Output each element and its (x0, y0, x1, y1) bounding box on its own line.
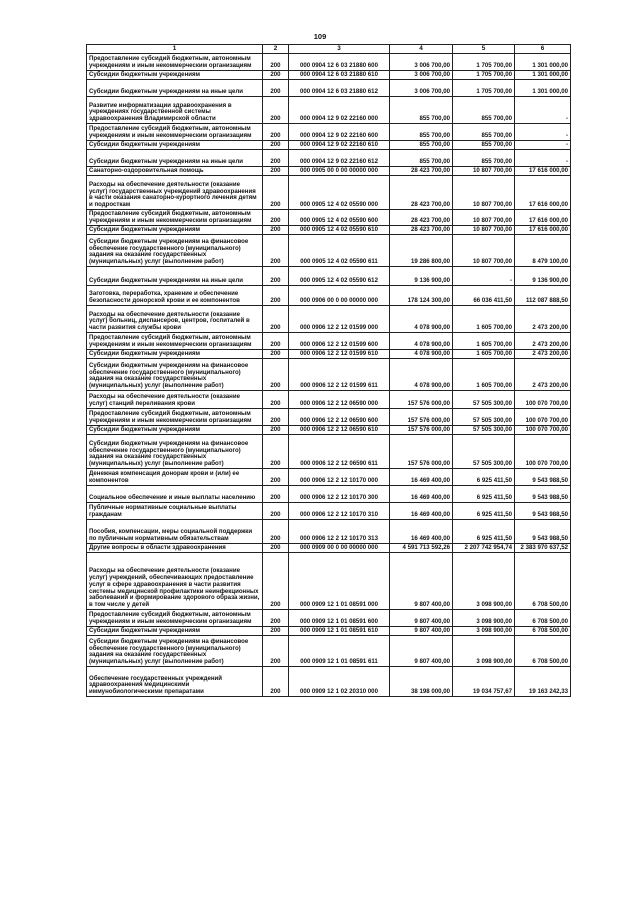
row-code: 200 (263, 426, 289, 435)
row-code: 200 (263, 210, 289, 226)
row-name: Расходы на обеспечение деятельности (оказание услуг) учреждений, обеспечивающих предоставление услуг в сфере здравоохранения в части развития системы медицинской профилактики неинфекционных заболеваний и формирование здорового образа жизни, в том числе у детей (87, 553, 263, 610)
row-value-executed: 10 807 700,00 (453, 210, 515, 226)
table-row (87, 409, 571, 426)
row-value-remaining: 8 479 100,00 (515, 235, 571, 267)
row-value-remaining: 2 473 200,00 (515, 333, 571, 350)
row-name: Предоставление субсидий бюджетным, автономным учреждениям и иным некоммерческим организациям (87, 333, 263, 350)
row-value-remaining: 6 708 500,00 (515, 553, 571, 610)
table-row (87, 267, 571, 286)
row-code: 200 (263, 627, 289, 636)
row-value-approved: 3 006 700,00 (390, 71, 453, 80)
row-value-approved: 28 423 700,00 (390, 210, 453, 226)
row-value-remaining: 9 543 988,50 (515, 486, 571, 503)
table-body (87, 54, 571, 697)
row-kbk: 000 0905 12 4 02 05590 600 (289, 210, 390, 226)
row-value-remaining: 100 070 700,00 (515, 435, 571, 469)
table-row (87, 667, 571, 697)
table-row (87, 124, 571, 141)
table-row (87, 636, 571, 667)
row-code: 200 (263, 97, 289, 124)
row-name: Субсидии бюджетным учреждениям на финансовое обеспечение государственного (муниципального) задания на оказание государственных (муниципальных) услуг (выполнение работ) (87, 435, 263, 469)
row-value-approved: 3 006 700,00 (390, 80, 453, 97)
row-value-remaining: 17 616 000,00 (515, 167, 571, 176)
row-kbk: 000 0909 12 1 01 08591 000 (289, 553, 390, 610)
row-name: Санаторно-оздоровительная помощь (87, 167, 263, 176)
row-value-executed: 57 505 300,00 (453, 426, 515, 435)
row-value-approved: 16 469 400,00 (390, 486, 453, 503)
row-value-executed: 2 207 742 954,74 (453, 544, 515, 553)
row-value-executed: 57 505 300,00 (453, 435, 515, 469)
row-code: 200 (263, 306, 289, 333)
row-kbk: 000 0906 12 2 12 01599 610 (289, 350, 390, 359)
row-value-remaining: 9 543 988,50 (515, 469, 571, 486)
row-value-remaining: 100 070 700,00 (515, 426, 571, 435)
row-value-remaining: 6 708 500,00 (515, 610, 571, 627)
row-value-remaining: 9 543 988,50 (515, 520, 571, 544)
row-value-approved: 855 700,00 (390, 97, 453, 124)
row-kbk: 000 0909 12 1 01 08591 611 (289, 636, 390, 667)
row-value-approved: 16 469 400,00 (390, 503, 453, 520)
row-name: Субсидии бюджетным учреждениям на иные цели (87, 150, 263, 167)
table-row (87, 210, 571, 226)
row-value-remaining: 1 301 000,00 (515, 80, 571, 97)
row-value-executed: 57 505 300,00 (453, 391, 515, 409)
row-kbk: 000 0906 12 2 12 10170 313 (289, 520, 390, 544)
row-kbk: 000 0906 12 2 12 06590 000 (289, 391, 390, 409)
row-value-approved: 28 423 700,00 (390, 226, 453, 235)
row-value-remaining: 6 708 500,00 (515, 636, 571, 667)
row-code: 200 (263, 226, 289, 235)
row-code: 200 (263, 469, 289, 486)
row-value-executed: 1 605 700,00 (453, 350, 515, 359)
row-code: 200 (263, 409, 289, 426)
row-value-approved: 3 006 700,00 (390, 54, 453, 71)
table-row (87, 469, 571, 486)
row-code: 200 (263, 553, 289, 610)
row-name: Предоставление субсидий бюджетным, автономным учреждениям и иным некоммерческим организациям (87, 124, 263, 141)
row-value-remaining: 1 301 000,00 (515, 71, 571, 80)
row-value-executed: 1 605 700,00 (453, 359, 515, 391)
row-value-executed: 3 098 900,00 (453, 627, 515, 636)
row-value-approved: 178 124 300,00 (390, 286, 453, 306)
row-value-executed: 1 605 700,00 (453, 306, 515, 333)
budget-table (86, 44, 571, 697)
table-row (87, 391, 571, 409)
row-name: Предоставление субсидий бюджетным, автономным учреждениям и иным некоммерческим организациям (87, 610, 263, 627)
row-code: 200 (263, 267, 289, 286)
row-kbk: 000 0906 12 2 12 10170 310 (289, 503, 390, 520)
row-value-approved: 9 807 400,00 (390, 553, 453, 610)
row-kbk: 000 0909 12 1 01 08591 610 (289, 627, 390, 636)
row-value-executed: 3 098 900,00 (453, 610, 515, 627)
column-header: 1 (87, 45, 263, 54)
row-value-approved: 4 078 900,00 (390, 359, 453, 391)
row-code: 200 (263, 486, 289, 503)
row-value-remaining: 2 473 200,00 (515, 350, 571, 359)
row-name: Субсидии бюджетным учреждениям (87, 426, 263, 435)
row-kbk: 000 0906 12 2 12 01599 611 (289, 359, 390, 391)
row-value-executed: 6 925 411,50 (453, 469, 515, 486)
row-name: Развитие информатизации здравоохранения в учреждениях государственной системы здравоохранения Владимирской области (87, 97, 263, 124)
row-value-approved: 855 700,00 (390, 150, 453, 167)
row-value-executed: 1 705 700,00 (453, 80, 515, 97)
row-value-remaining: - (515, 150, 571, 167)
table-row (87, 627, 571, 636)
row-value-approved: 157 576 000,00 (390, 391, 453, 409)
row-value-executed: 855 700,00 (453, 97, 515, 124)
row-value-executed: 10 807 700,00 (453, 226, 515, 235)
row-name: Субсидии бюджетным учреждениям (87, 71, 263, 80)
row-code: 200 (263, 520, 289, 544)
row-value-approved: 855 700,00 (390, 124, 453, 141)
row-code: 200 (263, 667, 289, 697)
row-value-remaining: - (515, 97, 571, 124)
row-value-remaining: 100 070 700,00 (515, 409, 571, 426)
row-name: Публичные нормативные социальные выплаты гражданам (87, 503, 263, 520)
row-value-executed: 6 925 411,50 (453, 503, 515, 520)
row-value-remaining: - (515, 141, 571, 150)
table-row (87, 71, 571, 80)
row-value-executed: 855 700,00 (453, 150, 515, 167)
row-value-executed: 855 700,00 (453, 124, 515, 141)
table-row (87, 486, 571, 503)
row-name: Расходы на обеспечение деятельности (оказание услуг) государственных учреждений здравоохранения в части оказания санаторно-курортного лечения детям и подросткам (87, 176, 263, 210)
row-value-remaining: 2 383 970 637,52 (515, 544, 571, 553)
row-name: Субсидии бюджетным учреждениям (87, 226, 263, 235)
row-kbk: 000 0906 00 0 00 00000 000 (289, 286, 390, 306)
row-value-executed: 10 807 700,00 (453, 176, 515, 210)
row-value-remaining: 17 616 000,00 (515, 210, 571, 226)
page-number: 109 (313, 32, 327, 41)
row-name: Предоставление субсидий бюджетным, автономным учреждениям и иным некоммерческим организациям (87, 210, 263, 226)
row-kbk: 000 0904 12 9 02 22160 000 (289, 97, 390, 124)
table-row (87, 610, 571, 627)
row-value-executed: 855 700,00 (453, 141, 515, 150)
table-row (87, 97, 571, 124)
row-kbk: 000 0905 12 4 02 05590 610 (289, 226, 390, 235)
row-code: 200 (263, 503, 289, 520)
row-kbk: 000 0905 12 4 02 05590 612 (289, 267, 390, 286)
row-kbk: 000 0905 12 4 02 05590 611 (289, 235, 390, 267)
row-code: 200 (263, 391, 289, 409)
table-row (87, 333, 571, 350)
column-header: 3 (289, 45, 390, 54)
row-value-executed: 19 034 757,67 (453, 667, 515, 697)
row-value-approved: 157 576 000,00 (390, 426, 453, 435)
table-row (87, 426, 571, 435)
row-code: 200 (263, 350, 289, 359)
row-value-approved: 28 423 700,00 (390, 176, 453, 210)
row-code: 200 (263, 124, 289, 141)
row-code: 200 (263, 54, 289, 71)
row-name: Расходы на обеспечение деятельности (оказание услуг) станций переливания крови (87, 391, 263, 409)
row-value-approved: 157 576 000,00 (390, 435, 453, 469)
row-value-approved: 157 576 000,00 (390, 409, 453, 426)
row-name: Субсидии бюджетным учреждениям (87, 627, 263, 636)
row-kbk: 000 0906 12 2 12 10170 000 (289, 469, 390, 486)
row-code: 200 (263, 435, 289, 469)
row-code: 200 (263, 286, 289, 306)
row-code: 200 (263, 150, 289, 167)
row-code: 200 (263, 333, 289, 350)
row-code: 200 (263, 235, 289, 267)
row-value-remaining: 9 543 988,50 (515, 503, 571, 520)
row-kbk: 000 0909 12 1 01 08591 600 (289, 610, 390, 627)
row-value-executed: 6 925 411,50 (453, 486, 515, 503)
table-row (87, 544, 571, 553)
row-value-approved: 4 078 900,00 (390, 306, 453, 333)
row-kbk: 000 0906 12 2 12 06590 610 (289, 426, 390, 435)
table-row (87, 435, 571, 469)
row-kbk: 000 0906 12 2 12 06590 611 (289, 435, 390, 469)
row-name: Субсидии бюджетным учреждениям (87, 350, 263, 359)
row-value-approved: 19 286 800,00 (390, 235, 453, 267)
row-value-remaining: 17 616 000,00 (515, 176, 571, 210)
row-kbk: 000 0906 12 2 12 06590 600 (289, 409, 390, 426)
table-row (87, 167, 571, 176)
row-kbk: 000 0909 12 1 02 20310 000 (289, 667, 390, 697)
column-header: 6 (515, 45, 571, 54)
row-value-remaining: 9 136 900,00 (515, 267, 571, 286)
row-name: Субсидии бюджетным учреждениям на финансовое обеспечение государственного (муниципального) задания на оказание государственных (муниципальных) услуг (выполнение работ) (87, 359, 263, 391)
row-name: Субсидии бюджетным учреждениям (87, 141, 263, 150)
row-kbk: 000 0904 12 9 02 22160 612 (289, 150, 390, 167)
row-value-approved: 9 807 400,00 (390, 627, 453, 636)
table-row (87, 520, 571, 544)
row-value-remaining: - (515, 124, 571, 141)
row-value-remaining: 2 473 200,00 (515, 306, 571, 333)
row-code: 200 (263, 544, 289, 553)
row-kbk: 000 0904 12 6 03 21880 600 (289, 54, 390, 71)
row-value-executed: 3 098 900,00 (453, 553, 515, 610)
row-kbk: 000 0904 12 6 03 21880 612 (289, 80, 390, 97)
row-name: Социальное обеспечение и иные выплаты населению (87, 486, 263, 503)
table-row (87, 54, 571, 71)
row-value-executed: 66 036 411,50 (453, 286, 515, 306)
table-row (87, 359, 571, 391)
row-kbk: 000 0906 12 2 12 01599 000 (289, 306, 390, 333)
row-kbk: 000 0906 12 2 12 10170 300 (289, 486, 390, 503)
table-row (87, 176, 571, 210)
row-value-executed: 6 925 411,50 (453, 520, 515, 544)
row-name: Другие вопросы в области здравоохранения (87, 544, 263, 553)
row-value-remaining: 1 301 000,00 (515, 54, 571, 71)
table-row (87, 150, 571, 167)
row-value-approved: 855 700,00 (390, 141, 453, 150)
row-kbk: 000 0906 12 2 12 01599 600 (289, 333, 390, 350)
row-value-remaining: 100 070 700,00 (515, 391, 571, 409)
row-value-approved: 28 423 700,00 (390, 167, 453, 176)
row-kbk: 000 0909 00 0 00 00000 000 (289, 544, 390, 553)
row-value-executed: 3 098 900,00 (453, 636, 515, 667)
row-code: 200 (263, 176, 289, 210)
row-name: Предоставление субсидий бюджетным, автономным учреждениям и иным некоммерческим организациям (87, 409, 263, 426)
row-value-approved: 38 198 000,00 (390, 667, 453, 697)
row-code: 200 (263, 610, 289, 627)
row-name: Субсидии бюджетным учреждениям на иные цели (87, 80, 263, 97)
row-kbk: 000 0905 12 4 02 05590 000 (289, 176, 390, 210)
column-header: 4 (390, 45, 453, 54)
row-value-executed: 57 505 300,00 (453, 409, 515, 426)
table-row (87, 306, 571, 333)
row-kbk: 000 0905 00 0 00 00000 000 (289, 167, 390, 176)
row-value-executed: 10 807 700,00 (453, 235, 515, 267)
row-name: Расходы на обеспечение деятельности (оказание услуг) больниц, диспансеров, центров, госпиталей в части развития службы крови (87, 306, 263, 333)
table-row (87, 503, 571, 520)
row-code: 200 (263, 71, 289, 80)
table-row (87, 350, 571, 359)
row-value-approved: 4 078 900,00 (390, 333, 453, 350)
row-name: Денежная компенсация донорам крови и (или) ее компонентов (87, 469, 263, 486)
row-value-remaining: 6 708 500,00 (515, 627, 571, 636)
row-name: Субсидии бюджетным учреждениям на финансовое обеспечение государственного (муниципального) задания на оказание государственных (муниципальных) услуг (выполнение работ) (87, 235, 263, 267)
row-kbk: 000 0904 12 9 02 22160 610 (289, 141, 390, 150)
row-value-approved: 4 078 900,00 (390, 350, 453, 359)
header-row (87, 45, 571, 54)
column-header: 2 (263, 45, 289, 54)
row-value-approved: 16 469 400,00 (390, 469, 453, 486)
column-header: 5 (453, 45, 515, 54)
row-name: Пособия, компенсации, меры социальной поддержки по публичным нормативным обязательствам (87, 520, 263, 544)
table-row (87, 235, 571, 267)
row-value-executed: 1 605 700,00 (453, 333, 515, 350)
row-name: Заготовка, переработка, хранение и обеспечение безопасности донорской крови и ее компонентов (87, 286, 263, 306)
table-row (87, 286, 571, 306)
row-value-approved: 9 807 400,00 (390, 636, 453, 667)
table-row (87, 141, 571, 150)
row-code: 200 (263, 359, 289, 391)
row-code: 200 (263, 80, 289, 97)
row-value-executed: 10 807 700,00 (453, 167, 515, 176)
row-value-approved: 4 591 713 592,26 (390, 544, 453, 553)
row-name: Субсидии бюджетным учреждениям на финансовое обеспечение государственного (муниципального) задания на оказание государственных (муниципальных) услуг (выполнение работ) (87, 636, 263, 667)
row-code: 200 (263, 167, 289, 176)
row-name: Субсидии бюджетным учреждениям на иные цели (87, 267, 263, 286)
row-value-executed: 1 705 700,00 (453, 54, 515, 71)
row-value-remaining: 112 087 888,50 (515, 286, 571, 306)
row-name: Обеспечение государственных учреждений здравоохранения медицинскими иммунобиологическими препаратами (87, 667, 263, 697)
row-value-approved: 9 807 400,00 (390, 610, 453, 627)
row-value-remaining: 2 473 200,00 (515, 359, 571, 391)
table-row (87, 553, 571, 610)
row-kbk: 000 0904 12 6 03 21880 610 (289, 71, 390, 80)
row-value-executed: - (453, 267, 515, 286)
row-code: 200 (263, 636, 289, 667)
row-code: 200 (263, 141, 289, 150)
table-row (87, 80, 571, 97)
row-value-remaining: 17 616 000,00 (515, 226, 571, 235)
row-value-approved: 9 136 900,00 (390, 267, 453, 286)
row-name: Предоставление субсидий бюджетным, автономным учреждениям и иным некоммерческим организациям (87, 54, 263, 71)
row-value-remaining: 19 163 242,33 (515, 667, 571, 697)
row-value-executed: 1 705 700,00 (453, 71, 515, 80)
table-row (87, 226, 571, 235)
row-value-approved: 16 469 400,00 (390, 520, 453, 544)
row-kbk: 000 0904 12 9 02 22160 600 (289, 124, 390, 141)
